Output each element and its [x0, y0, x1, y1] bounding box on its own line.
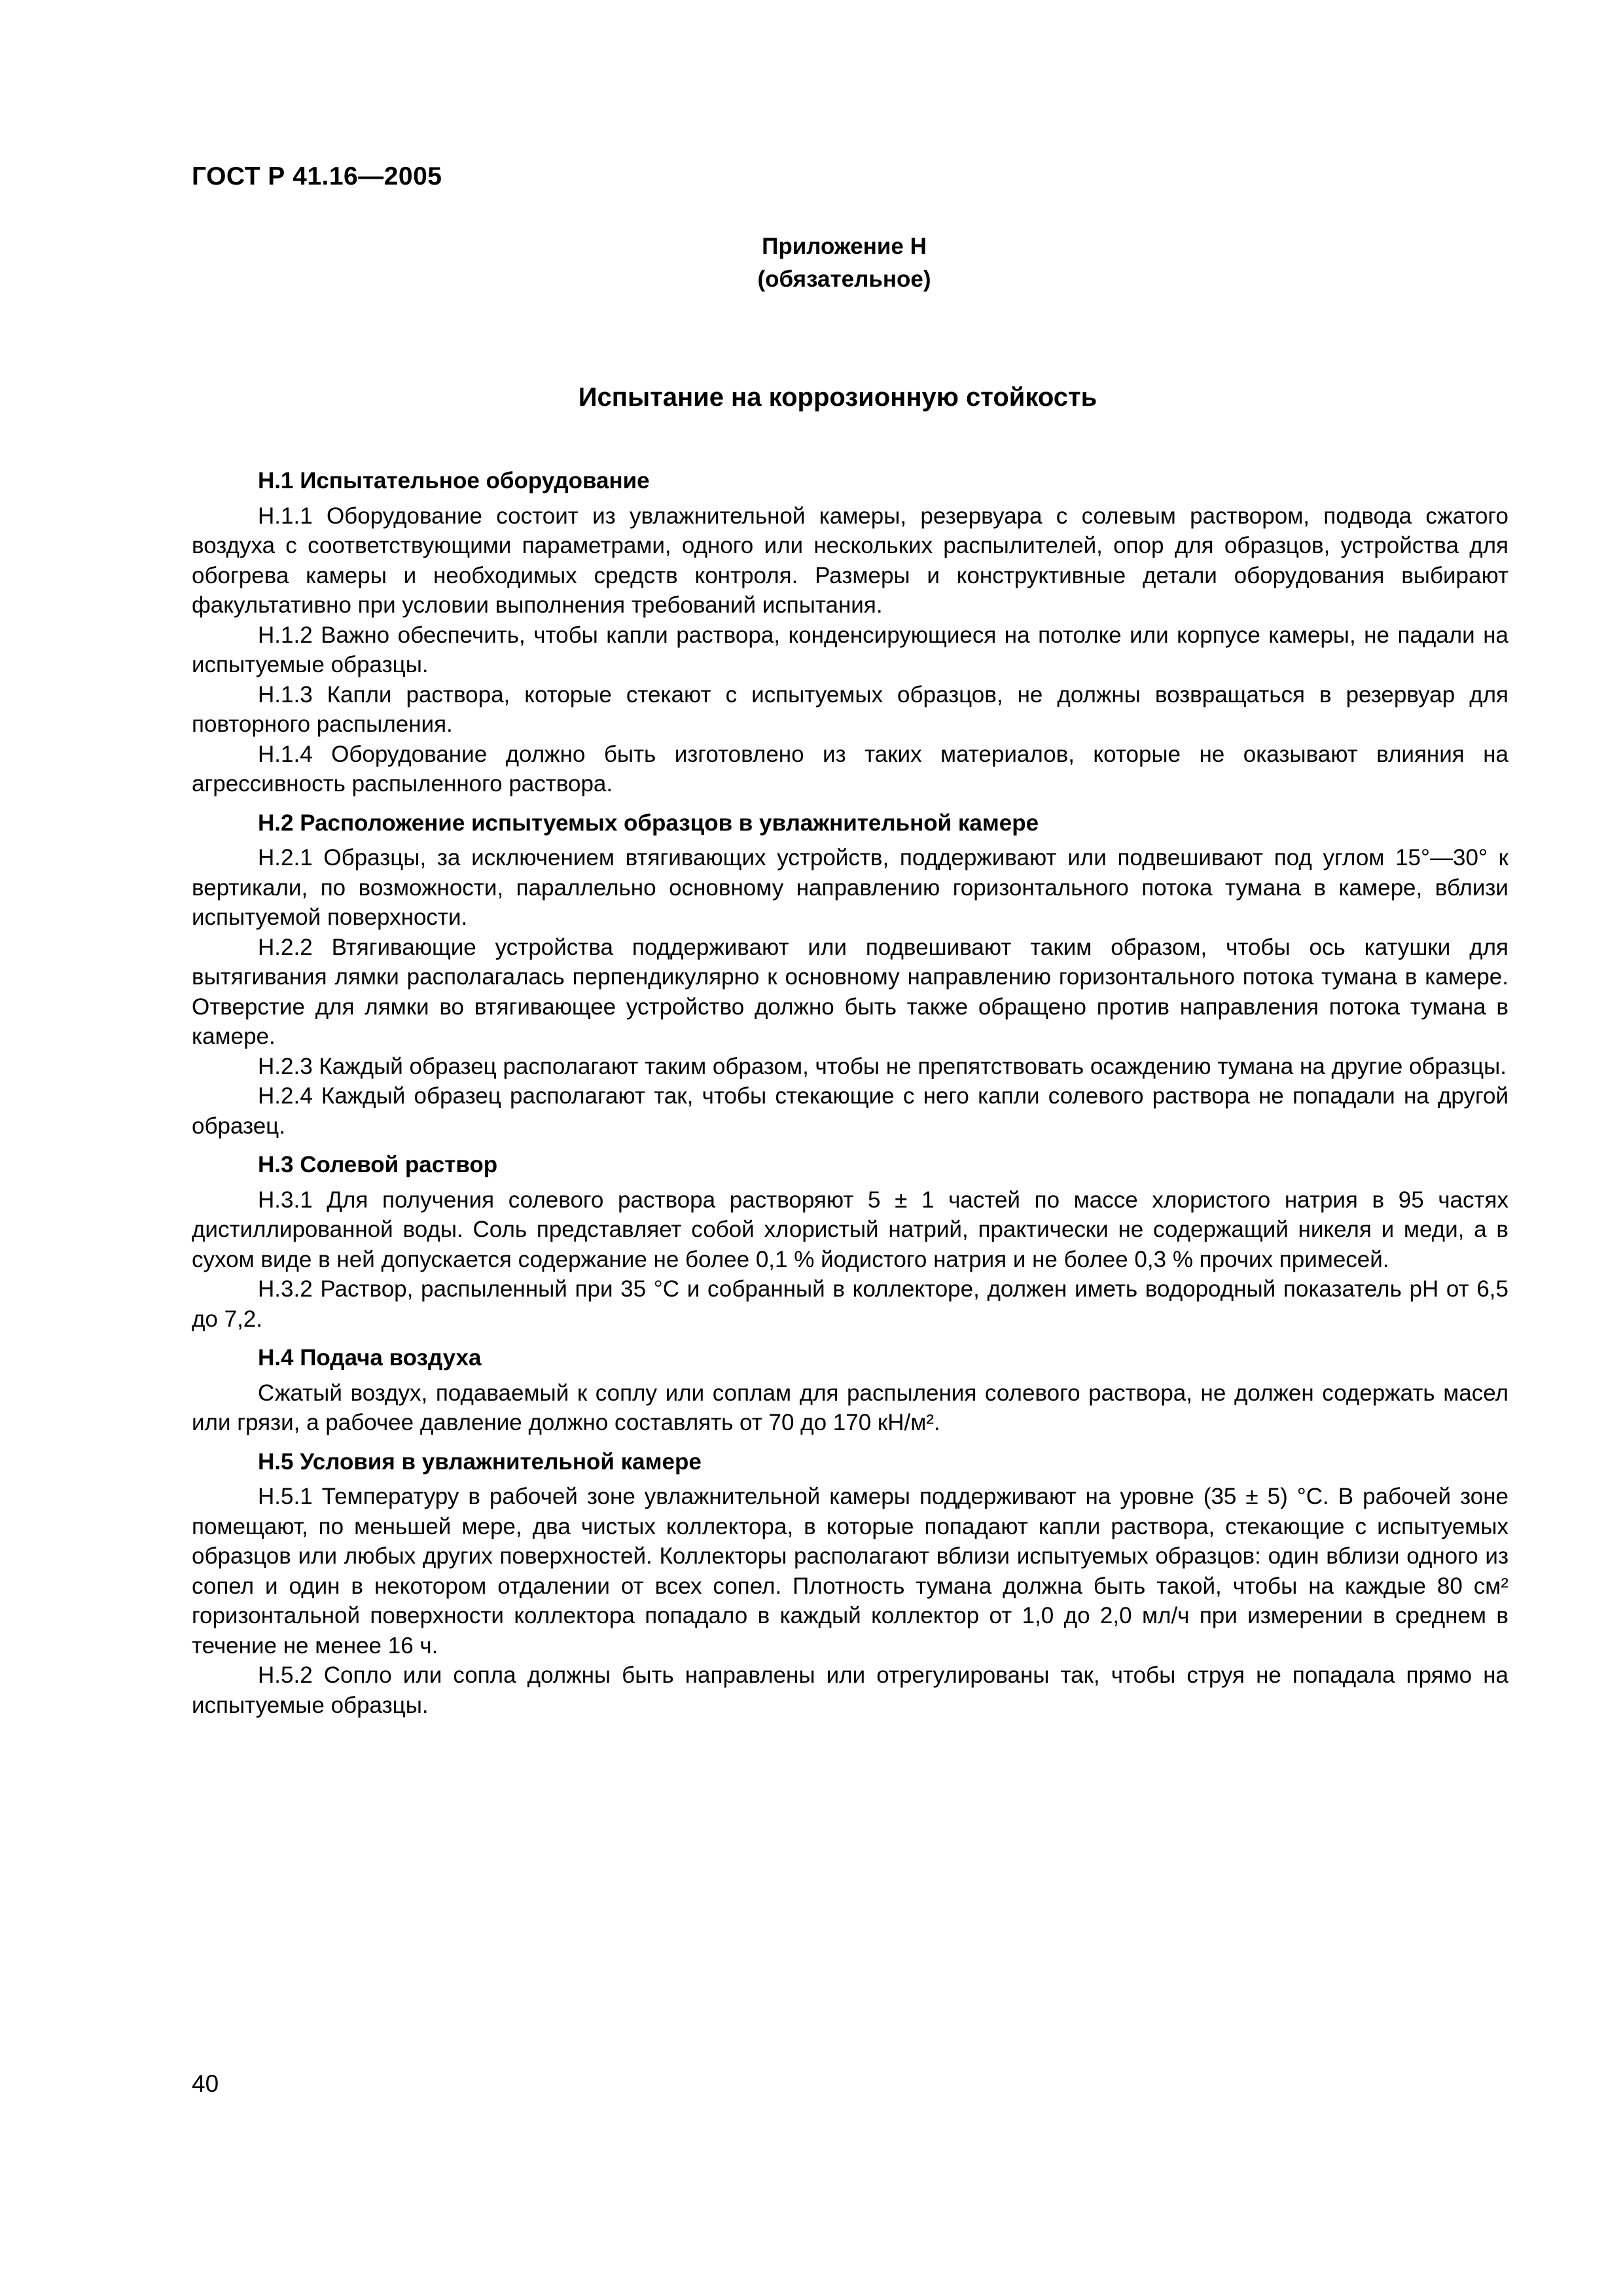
appendix-heading: [654, 230, 1034, 296]
paragraph: Н.2.4 Каждый образец располагают так, чтобы стекающие с него капли солевого раствора не попадали на другой образец.: [192, 1083, 1508, 1139]
paragraph: Н.1.1 Оборудование состоит из увлажнительной камеры, резервуара с солевым раствором, подвода сжатого воздуха с соответствующими параметрами, одного или нескольких распылителей, опор для образцов, устройства для обогрева камеры и необходимых средств контроля. Размеры и конструктивные детали оборудования выбирают факультативно при условии выполнения требований испытания.: [192, 503, 1508, 618]
section-heading: Н.5 Условия в увлажнительной камере: [258, 1448, 702, 1475]
section-heading: Н.3 Солевой раствор: [258, 1152, 498, 1177]
paragraph: Сжатый воздух, подаваемый к соплу или соплам для распыления солевого раствора, не должен содержать масел или грязи, а рабочее давление должно составлять от 70 до 170 кН/м².: [192, 1380, 1508, 1435]
paragraph: Н.2.1 Образцы, за исключением втягивающих устройств, поддерживают или подвешивают под углом 15°—30° к вертикали, по возможности, параллельно основному направлению горизонтального потока тумана в камере, вблизи испытуемой поверхности.: [192, 845, 1508, 930]
paragraph: Н.1.3 Капли раствора, которые стекают с испытуемых образцов, не должны возвращаться в резервуар для повторного распыления.: [192, 681, 1508, 737]
section-heading: Н.1 Испытательное оборудование: [258, 468, 650, 493]
paragraph: Н.1.4 Оборудование должно быть изготовлено из таких материалов, которые не оказывают влияния на агрессивность распыленного раствора.: [192, 741, 1508, 797]
page-number: 40: [192, 2070, 219, 2097]
paragraph: Н.5.2 Сопло или сопла должны быть направлены или отрегулированы так, чтобы струя не попадала прямо на испытуемые образцы.: [192, 1662, 1508, 1718]
paragraph: Н.5.1 Температуру в рабочей зоне увлажнительной камеры поддерживают на уровне (35 ± 5) °С. В рабочей зоне помещают, по меньшей мере, два чистых коллектора, в которые попадают капли раствора, стекающие с испытуемых образцов или любых других поверхностей. Коллекторы располагают вблизи испытуемых образцов: один вблизи одного из сопел и один в некотором отдалении от всех сопел. Плотность тумана должна быть такой, чтобы на каждые 80 см² горизонтальной поверхности коллектора попадало в каждый коллектор от 1,0 до 2,0 мл/ч при измерении в среднем в течение не менее 16 ч.: [192, 1484, 1508, 1659]
paragraph: Н.3.2 Раствор, распыленный при 35 °С и собранный в коллекторе, должен иметь водородный показатель pH от 6,5 до 7,2.: [192, 1276, 1508, 1332]
document-code: ГОСТ Р 41.16—2005: [192, 162, 442, 190]
section-heading: Н.2 Расположение испытуемых образцов в увлажнительной камере: [258, 810, 1039, 836]
section-heading: Н.4 Подача воздуха: [258, 1345, 482, 1371]
appendix-label: Приложение Н: [762, 234, 927, 259]
paragraph: Н.1.2 Важно обеспечить, чтобы капли раствора, конденсирующиеся на потолке или корпусе камеры, не падали на испытуемые образцы.: [192, 622, 1508, 677]
paragraph: Н.3.1 Для получения солевого раствора растворяют 5 ± 1 частей по массе хлористого натрия в 95 частях дистиллированной воды. Соль представляет собой хлористый натрий, практически не содержащий никеля и меди, а в сухом виде в ней допускается содержание не более 0,1 % йодистого натрия и не более 0,3 % прочих примесей.: [192, 1187, 1508, 1272]
paragraph: Н.2.2 Втягивающие устройства поддерживают или подвешивают таким образом, чтобы ось катушки для вытягивания лямки располагалась перпендикулярно к основному направлению горизонтального потока тумана в камере. Отверстие для лямки во втягивающее устройство должно быть также обращено против направления потока тумана в камере.: [192, 934, 1508, 1049]
paragraph: Н.2.3 Каждый образец располагают таким образом, чтобы не препятствовать осаждению тумана на другие образцы.: [258, 1053, 1507, 1079]
document-body: [192, 466, 1508, 1720]
appendix-status: (обязательное): [757, 266, 931, 292]
page-title: Испытание на коррозионную стойкость: [578, 383, 1097, 412]
